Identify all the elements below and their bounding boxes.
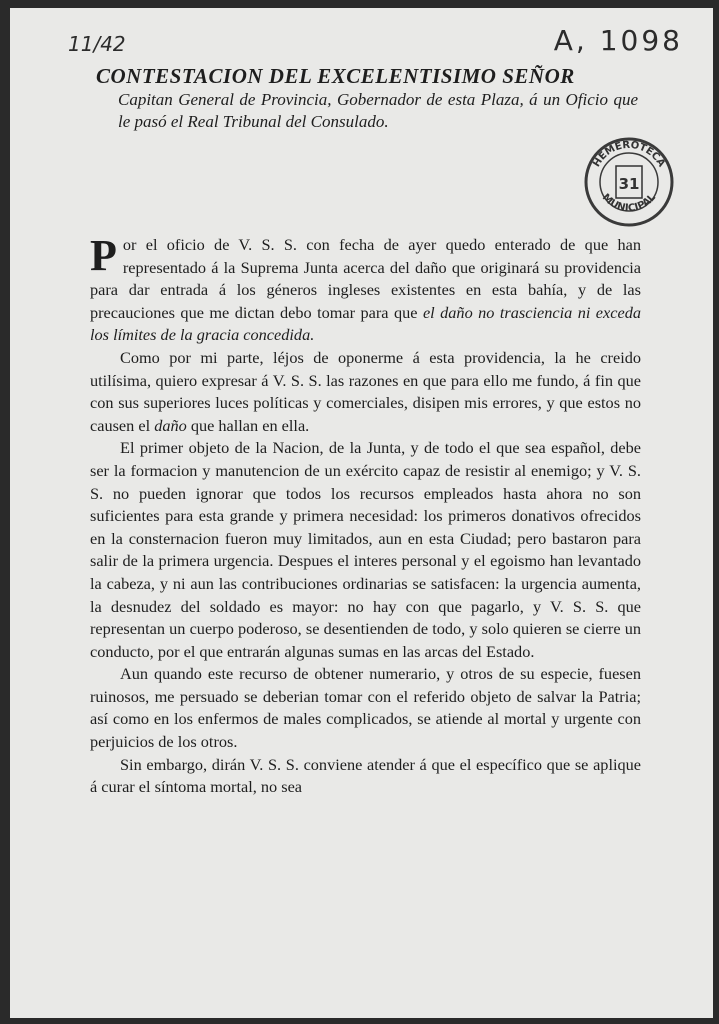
paragraph-4: Aun quando este recurso de obtener numerario, y otros de su especie, fuesen ruinosos, me persuado se deberian tomar con el referido objeto de salvar la Patria; así como en los enfermos de males complicados, se atiende al mortal y urgente con perjuicios de los otros. <box>90 664 641 752</box>
paragraph-5: Sin embargo, dirán V. S. S. conviene atender á que el específico que se aplique á curar el síntoma mortal, no sea <box>90 754 641 797</box>
paragraph-1-text: or el oficio de V. S. S. con fecha de ayer quedo enterado de que han representado á la Suprema Junta acerca del daño que originará su providencia para dar entrada á los géneros ingleses existentes en esta bahía, y de las precauciones que me dictan debo tomar para que <box>90 235 641 322</box>
document-page <box>10 8 713 1018</box>
hemeroteca-stamp <box>583 136 675 228</box>
paragraph-2-italic: daño <box>154 415 187 435</box>
document-body <box>90 231 641 799</box>
drop-cap: P <box>90 231 117 280</box>
paragraph-3: El primer objeto de la Nacion, de la Junta, y de todo el que sea español, debe ser la formacion y manutencion de un exército capaz de resistir al enemigo; y V. S. S. no pueden ignorar que todos los recursos empleados hasta ahora no son suficientes para esta grande y primera necesidad: los primeros donativos ofrecidos en la consternacion fueron muy limitados, aun en esta Ciudad; pero bastaron para salir de la primera urgencia. Despues el interes personal y el egoismo han levantado la cabeza, y ni aun las contribuciones ordinarias se satisfacen: la urgencia aumenta, la desnudez del soldado es mayor: no hay con que pagarlo, y V. S. S. que representan un cuerpo poderoso, se desentienden de todo, y solo quieren se cierre un conducto, por el que entrarán algunas sumas en las arcas del Estado. <box>90 438 641 661</box>
stamp-bottom-text: MUNICIPAL <box>599 191 659 215</box>
paragraph-1 <box>90 231 641 347</box>
stamp-number: 31 <box>618 175 640 193</box>
shelfmark-annotation: 11/42 <box>68 32 126 56</box>
paragraph-2 <box>90 347 641 437</box>
paragraph-2-text-b: que hallan en ella. <box>186 415 310 435</box>
paragraph-2-text-a: Como por mi parte, léjos de oponerme á esta providencia, la he creido utilísima, quiero expresar á V. S. S. las razones en que para ello me fundo, á fin que con sus superiores luces políticas y comerciales, disipen mis errores, y que estos no causen el <box>90 347 641 435</box>
stamp-top-text: HEMEROTECA <box>591 139 667 170</box>
catalog-number-annotation: A, 1098 <box>553 24 683 57</box>
document-subtitle: Capitan General de Provincia, Gobernador de esta Plaza, á un Oficio que le pasó el Real Tribunal del Consulado. <box>118 90 638 131</box>
paragraph-1-italic: el daño no trasciencia ni exceda los límites de la gracia concedida. <box>90 302 641 345</box>
document-title: CONTESTACION DEL EXCELENTISIMO SEÑOR <box>96 64 575 88</box>
